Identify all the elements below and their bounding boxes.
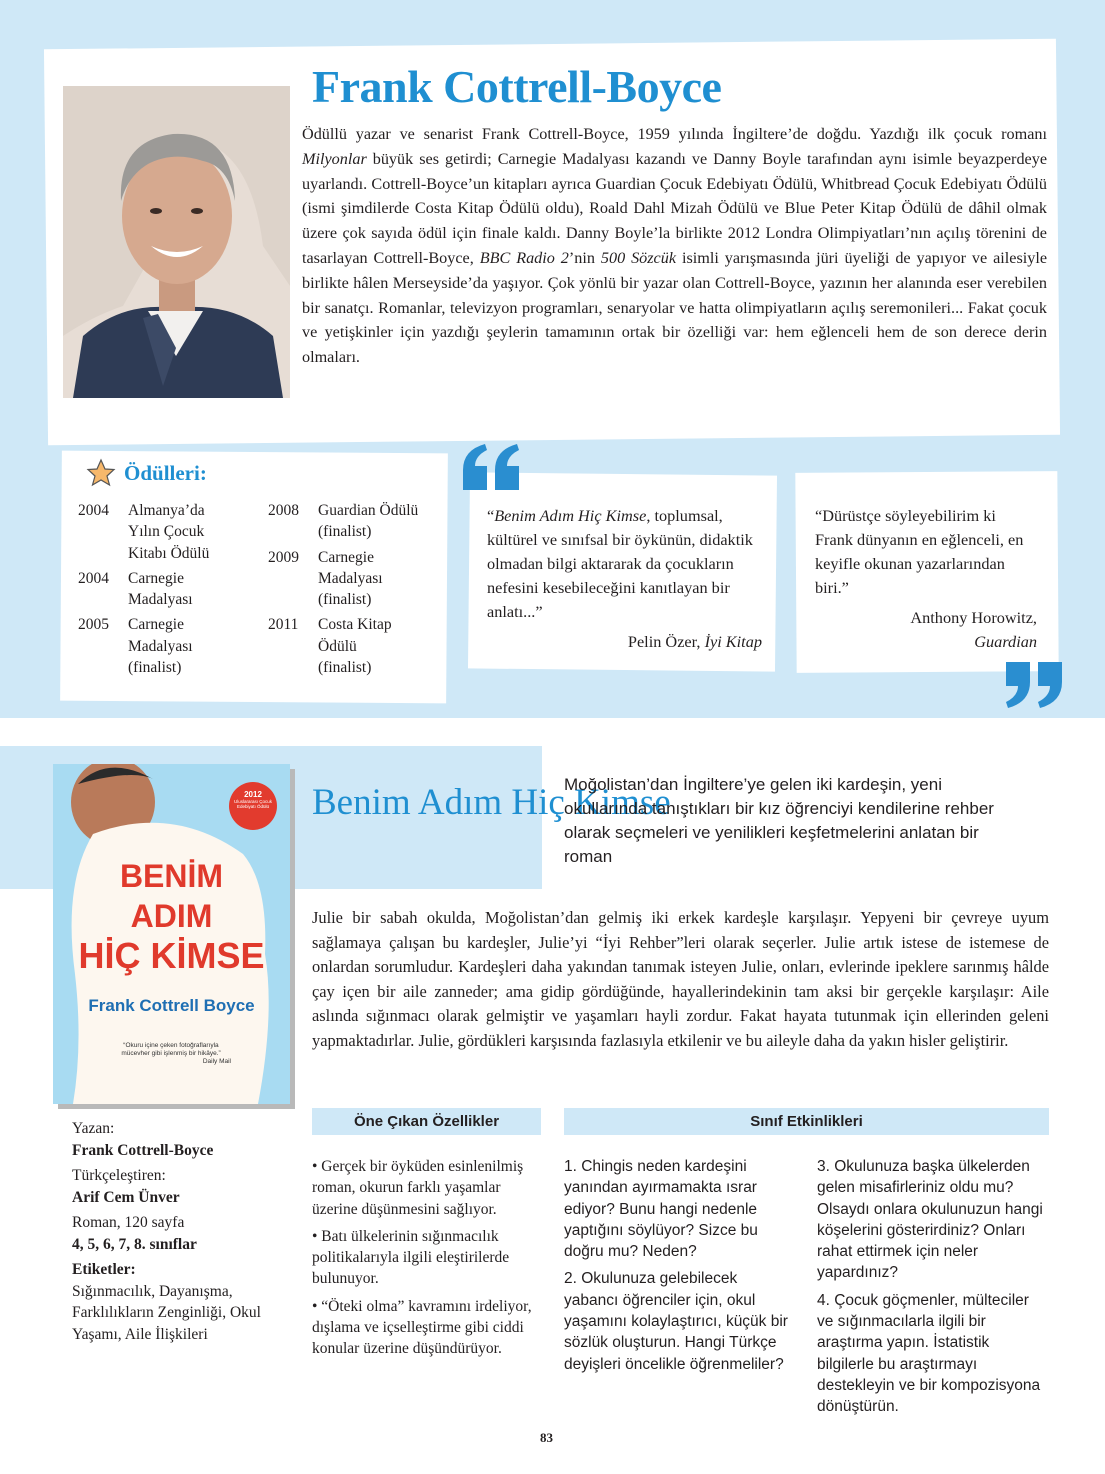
book-summary: Julie bir sabah okulda, Moğolistan’dan gelmiş iki erkek kardeşle karşılaşır. Yepyeni bir çevreye uyum sağlamaya çalışan bu kardeşler, Julie’yi “İyi Rehber”leri olarak seçerler. Julie artık istese de istemese de onlardan sorumludur. Kardeşleri daha yakından tanımak isteyen Julie, onları, evlerinde ipeklere sarınmış hâlde çay içen bir aile zanneder; ama gidip gördüğünde, hayallerindekinin tam aksi bir gerçekle karşılaşır: Aile aslında sığınmacı olarak gelmiştir ve yaşamları hayli zordur. Fakat hayata tutunmak için ellerinden geleni yapmaktadırlar. Julie, gördükleri karşısında fazlasıyla etkilenir ve bu aileyle daha da yakın hisler geliştirir. xyxy=(312,908,1049,1050)
cover-badge: 2012 Uluslararası Çocuk Edebiyatı Ödülü xyxy=(233,790,272,809)
list-item: • “Öteki olma” kavramını irdeliyor, dışlama ve içselleştirme gibi ciddi konular üzerine düşündürüyor. xyxy=(312,1297,532,1358)
quote-2-source: Anthony Horowitz, Guardian xyxy=(910,608,1037,651)
translator-label: Türkçeleştiren: xyxy=(72,1167,166,1184)
award-item: 2008 Guardian Ödülü (finalist) xyxy=(268,502,419,541)
author-photo xyxy=(63,86,290,398)
quote-1-source: Pelin Özer, İyi Kitap xyxy=(627,632,762,651)
list-item: 3. Okulunuza başka ülkelerden gelen misafirleriniz oldu mu? Olsaydı onlara okulunuzun hangi köşelerini gösterirdiniz? Onları rahat ettirmek için neler yapardınız? xyxy=(817,1158,1043,1282)
list-item: 2. Okulunuza gelebilecek yabancı öğrenciler için, okul yaşamını kolaylaştırıcı, küçük bir sözlük oluşturun. Hangi Türkçe deyişleri öncelikle öğrenmeliler? xyxy=(564,1270,788,1373)
list-item: 4. Çocuk göçmenler, mülteciler ve sığınmacılarla ilgili bir araştırma yapın. İstatistik bilgilerle bu araştırmayı destekleyin ve bir kompozisyona dönüştürün. xyxy=(817,1291,1041,1416)
tags-value: Sığınmacılık, Dayanışma, Farklılıkların Zenginliği, Okul Yaşamı, Aile İlişkileri xyxy=(72,1282,261,1343)
quote-2-text: “Dürüstçe söyleyebilirim ki Frank dünyanın en eğlenceli, en keyifle okunan yazarlarından biri.” xyxy=(815,506,1024,597)
format-info: Roman, 120 sayfa xyxy=(72,1214,185,1231)
quote-2 xyxy=(815,504,1037,654)
author-bio: Ödüllü yazar ve senarist Frank Cottrell-Boyce, 1959 yılında İngiltere’de doğdu. Yazdığı ilk çocuk romanı Milyonlar büyük ses getirdi; Carnegie Madalyası kazandı ve Danny Boyle tarafından aynı isimle beyazperdeye uyarlandı. Cottrell-Boyce’un kitapları ayrıca Guardian Çocuk Edebiyatı Ödülü, Whitbread Çocuk Edebiyatı Ödülü (ismi şimdilerde Costa Kitap Ödülü oldu), Roald Dahl Mizah Ödülü ve Blue Peter Kitap Ödülü de dâhil olmak üzere çok sayıda ödül için finale kaldı. Danny Boyle’la birlikte 2012 Londra Olimpiyatları’nın açılış törenini de tasarlayan Cottrell-Boyce, BBC Radio 2’nin 500 Sözcük isimli yarışmasında jüri üyeliği de yapıyor ve ailesiyle birlikte hâlen Merseyside’da yaşıyor. Çok yönlü bir yazar olan Cottrell-Boyce, yazının her alanında eser verebilen bir sanatçı. Romanlar, televizyon programları, senaryolar ve hatta olimpiyatların açılış seremonileri... Fakat çocuk ve yetişkinler için yazdığı şeylerin tamamının ortak bir özelliği var: hem eğlenceli hem de son derece derin olmaları. xyxy=(302,125,1048,367)
book-cover xyxy=(53,764,290,1104)
book-tagline: Moğolistan’dan İngiltere’ye gelen iki kardeşin, yeni okullarında tanıştıkları bir kız öğrenciyi kendilerine rehber olarak seçmeleri ve yenilikleri keşfetmelerini anlatan bir roman xyxy=(564,775,994,866)
list-item: • Gerçek bir öyküden esinlenilmiş roman, okurun farklı yaşamlar üzerine düşünmesini sağlıyor. xyxy=(312,1158,524,1218)
author-value: Frank Cottrell-Boyce xyxy=(72,1141,214,1159)
awards-list-right xyxy=(268,500,448,682)
list-item: 1. Chingis neden kardeşini yanından ayırmamakta ısrar ediyor? Bunu hangi nedenle yaptığını söylüyor? Sizce bu doğru mu? Neden? xyxy=(564,1158,758,1261)
awards-list-left xyxy=(78,500,258,682)
page-number: 83 xyxy=(540,1430,553,1445)
cover-blurb: “Okuru içine çeken fotoğraflarıyla mücevher gibi işlenmiş bir hikâye.” Daily Mail xyxy=(121,1042,231,1065)
award-item: 2004 Carnegie Madalyası xyxy=(78,569,193,609)
author-label: Yazan: xyxy=(72,1120,115,1137)
award-item: 2009 Carnegie Madalyası (finalist) xyxy=(268,548,383,609)
book-metadata xyxy=(72,1118,297,1345)
awards-heading xyxy=(86,458,207,488)
star-icon xyxy=(86,458,116,488)
author-name-heading: Frank Cottrell-Boyce xyxy=(312,61,722,112)
close-quote-icon xyxy=(1000,658,1066,710)
activities-heading: Sınıf Etkinlikleri xyxy=(564,1108,1049,1135)
list-item: • Batı ülkelerinin sığınmacılık politikalarıyla ilgili eleştirilerde bulunuyor. xyxy=(312,1227,510,1288)
award-item: 2004 Almanya’da Yılın Çocuk Kitabı Ödülü xyxy=(78,502,210,562)
author-portrait-illustration xyxy=(63,86,290,398)
open-quote-icon xyxy=(459,442,525,494)
grade-levels: 4, 5, 6, 7, 8. sınıflar xyxy=(72,1235,197,1253)
tags-label: Etiketler: xyxy=(72,1261,136,1278)
book-title-heading: Benim Adım Hiç Kimse xyxy=(312,782,671,823)
cover-title: BENİM ADIM HİÇ KİMSE xyxy=(78,858,265,976)
features-heading: Öne Çıkan Özellikler xyxy=(312,1108,541,1135)
activities-list-right xyxy=(817,1156,1049,1424)
award-item: 2011 Costa Kitap Ödülü (finalist) xyxy=(268,616,392,677)
translator-value: Arif Cem Ünver xyxy=(72,1188,180,1206)
awards-heading-label: Ödülleri: xyxy=(124,460,207,485)
activities-list-left xyxy=(564,1156,792,1381)
quote-1-text: “Benim Adım Hiç Kimse, toplumsal, kültürel ve sınıfsal bir öykünün, didaktik olmadan bilgi aktararak da çocukların nefesini kesebileceğini kanıtlayan bir anlatı...” xyxy=(487,506,753,621)
cover-author: Frank Cottrell Boyce xyxy=(88,996,255,1015)
quote-1 xyxy=(487,504,762,654)
features-list xyxy=(312,1156,540,1366)
award-item: 2005 Carnegie Madalyası (finalist) xyxy=(78,616,193,677)
